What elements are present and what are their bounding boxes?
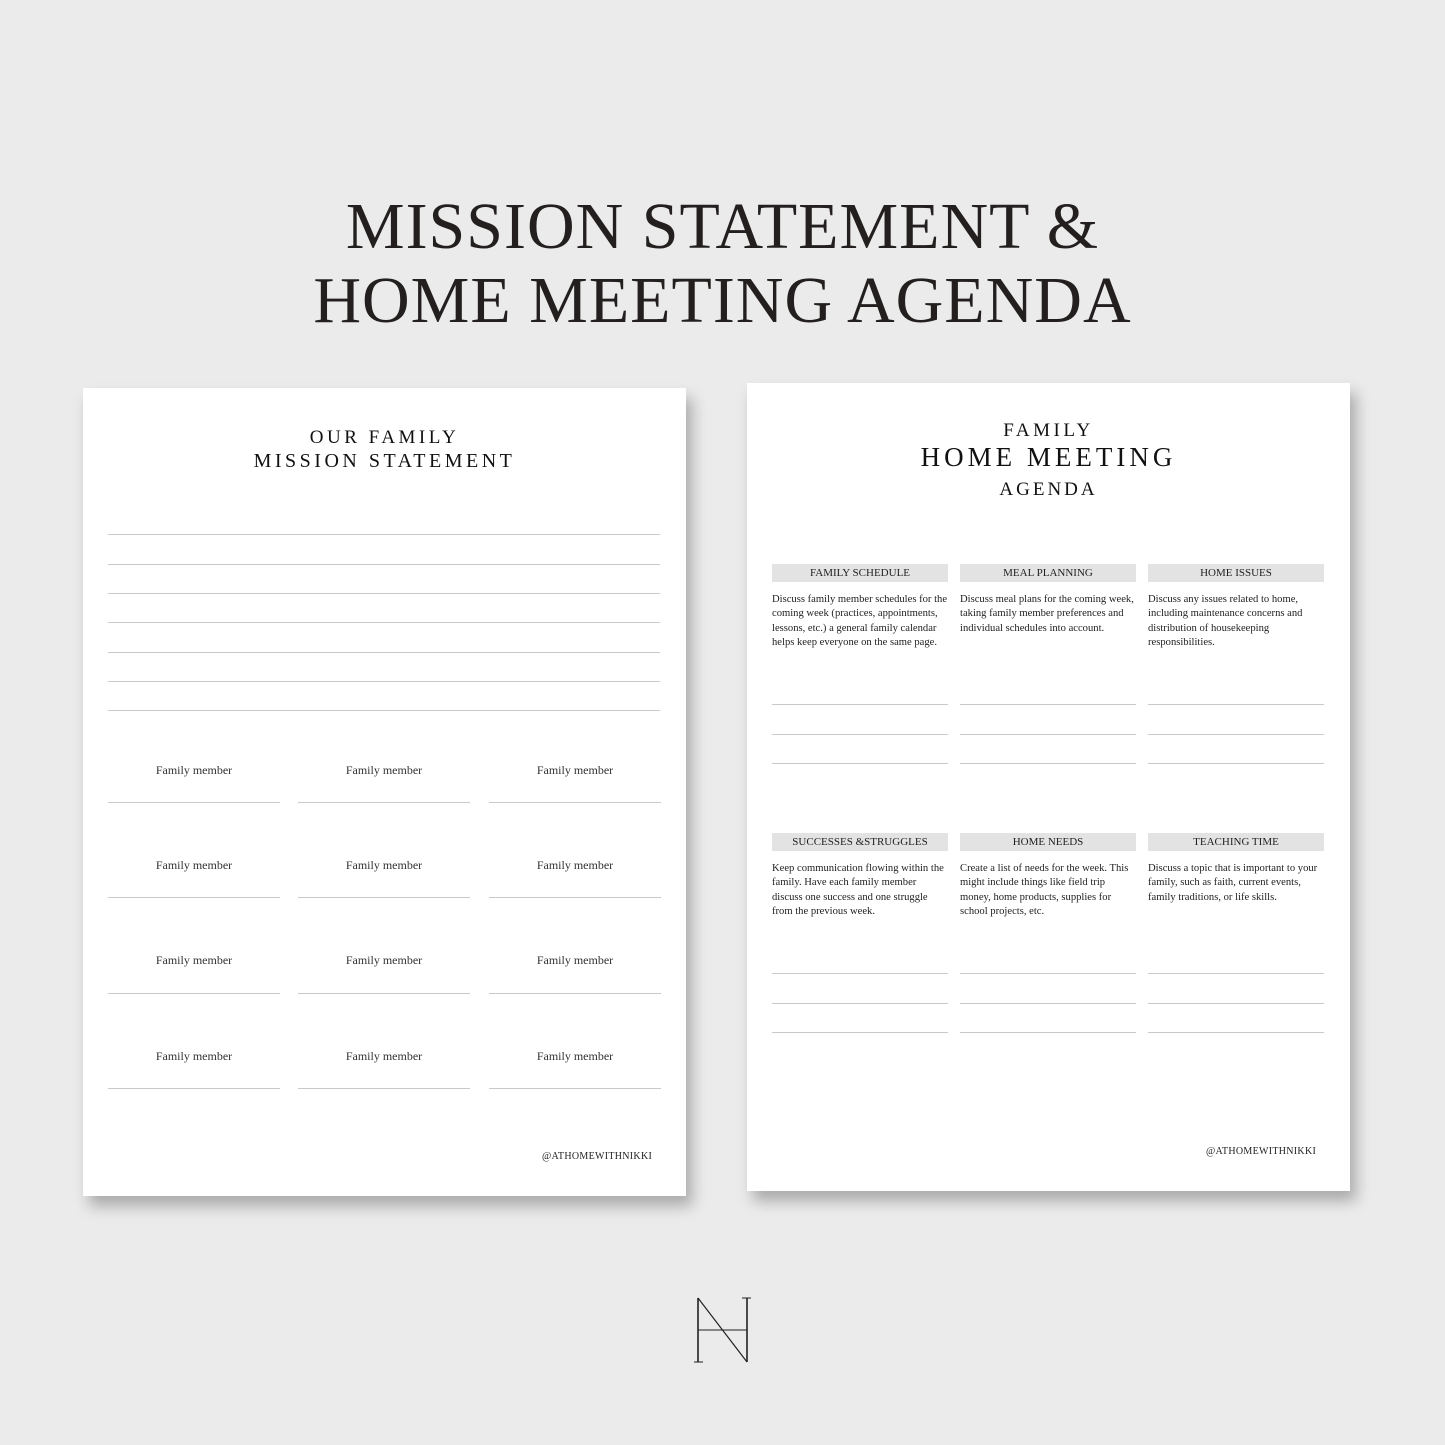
category-description: Keep communication flowing within the family. Have each family member discuss one success and one struggle from the previous week. bbox=[772, 863, 944, 918]
family-member-label: Family member bbox=[536, 953, 614, 967]
family-member-signature-line[interactable] bbox=[298, 897, 470, 898]
agenda-title-line-2: HOME MEETING bbox=[920, 442, 1177, 472]
family-member-signature-line[interactable] bbox=[489, 897, 661, 898]
headline-line-1: MISSION STATEMENT & bbox=[345, 190, 1100, 263]
family-member-label: Family member bbox=[536, 1049, 614, 1063]
mission-title-line-2: MISSION STATEMENT bbox=[253, 450, 516, 472]
family-member-signature-line[interactable] bbox=[489, 1088, 661, 1089]
family-member-signature-line[interactable] bbox=[489, 993, 661, 994]
family-member-label: Family member bbox=[155, 1049, 233, 1063]
family-member-label: Family member bbox=[345, 953, 423, 967]
category-description: Discuss a topic that is important to your family, such as faith, current events, family traditions, or life skills. bbox=[1148, 863, 1318, 903]
nh-monogram-icon bbox=[693, 1296, 751, 1364]
instagram-handle: @ATHOMEWITHNIKKI bbox=[542, 1151, 653, 1162]
category-description: Discuss meal plans for the coming week, taking family member preferences and individual schedules into account. bbox=[960, 594, 1134, 634]
family-member-signature-line[interactable] bbox=[298, 802, 470, 803]
family-member-label: Family member bbox=[536, 763, 614, 777]
notes-line[interactable] bbox=[1148, 704, 1324, 705]
category-description: Discuss family member schedules for the coming week (practices, appointments, lessons, etc.) a general family calendar helps keep everyone on the same page. bbox=[772, 594, 948, 649]
category-header: TEACHING TIME bbox=[1148, 833, 1324, 851]
family-member-label: Family member bbox=[155, 953, 233, 967]
mission-writing-line[interactable] bbox=[108, 652, 660, 653]
category-header: HOME NEEDS bbox=[960, 833, 1136, 851]
agenda-category-home-needs bbox=[960, 833, 1136, 920]
agenda-title-line-1: FAMILY bbox=[1003, 420, 1094, 441]
family-member-signature-line[interactable] bbox=[298, 1088, 470, 1089]
headline bbox=[0, 190, 1445, 338]
mission-statement-sheet bbox=[83, 388, 686, 1196]
category-header: MEAL PLANNING bbox=[960, 564, 1136, 582]
headline-line-2: HOME MEETING AGENDA bbox=[313, 264, 1132, 337]
agenda-category-successes-struggles bbox=[772, 833, 948, 920]
notes-line[interactable] bbox=[960, 734, 1136, 735]
mission-writing-line[interactable] bbox=[108, 593, 660, 594]
mission-writing-line[interactable] bbox=[108, 622, 660, 623]
category-header: FAMILY SCHEDULE bbox=[772, 564, 948, 582]
notes-line[interactable] bbox=[1148, 734, 1324, 735]
instagram-handle: @ATHOMEWITHNIKKI bbox=[1206, 1146, 1317, 1157]
agenda-title-line-3: AGENDA bbox=[999, 479, 1098, 500]
notes-line[interactable] bbox=[960, 973, 1136, 974]
notes-line[interactable] bbox=[960, 1032, 1136, 1033]
agenda-category-meal-planning bbox=[960, 564, 1136, 636]
mission-writing-line[interactable] bbox=[108, 564, 660, 565]
mission-writing-line[interactable] bbox=[108, 710, 660, 711]
notes-line[interactable] bbox=[772, 704, 948, 705]
family-member-label: Family member bbox=[345, 763, 423, 777]
category-description: Create a list of needs for the week. This might include things like field trip money, home products, supplies for school projects, etc. bbox=[960, 863, 1129, 918]
notes-line[interactable] bbox=[772, 1032, 948, 1033]
notes-line[interactable] bbox=[1148, 1032, 1324, 1033]
home-meeting-agenda-sheet bbox=[747, 383, 1350, 1191]
family-member-label: Family member bbox=[155, 858, 233, 872]
family-member-signature-line[interactable] bbox=[489, 802, 661, 803]
family-member-signature-line[interactable] bbox=[108, 897, 280, 898]
family-member-label: Family member bbox=[536, 858, 614, 872]
notes-line[interactable] bbox=[1148, 1003, 1324, 1004]
family-member-signature-line[interactable] bbox=[108, 1088, 280, 1089]
mission-writing-line[interactable] bbox=[108, 534, 660, 535]
category-header: HOME ISSUES bbox=[1148, 564, 1324, 582]
agenda-category-family-schedule bbox=[772, 564, 948, 651]
category-description: Discuss any issues related to home, including maintenance concerns and distribution of housekeeping responsibilities. bbox=[1148, 594, 1303, 649]
agenda-category-teaching-time bbox=[1148, 833, 1324, 905]
notes-line[interactable] bbox=[960, 1003, 1136, 1004]
category-header: SUCCESSES &STRUGGLES bbox=[772, 833, 948, 851]
mission-title-line-1: OUR FAMILY bbox=[309, 427, 460, 448]
family-member-signature-line[interactable] bbox=[108, 993, 280, 994]
mission-writing-line[interactable] bbox=[108, 681, 660, 682]
notes-line[interactable] bbox=[960, 704, 1136, 705]
family-member-label: Family member bbox=[345, 858, 423, 872]
family-member-label: Family member bbox=[345, 1049, 423, 1063]
notes-line[interactable] bbox=[772, 763, 948, 764]
notes-line[interactable] bbox=[772, 1003, 948, 1004]
notes-line[interactable] bbox=[772, 734, 948, 735]
notes-line[interactable] bbox=[1148, 763, 1324, 764]
family-member-signature-line[interactable] bbox=[108, 802, 280, 803]
notes-line[interactable] bbox=[772, 973, 948, 974]
notes-line[interactable] bbox=[960, 763, 1136, 764]
family-member-label: Family member bbox=[155, 763, 233, 777]
family-member-signature-line[interactable] bbox=[298, 993, 470, 994]
notes-line[interactable] bbox=[1148, 973, 1324, 974]
agenda-category-home-issues bbox=[1148, 564, 1324, 651]
